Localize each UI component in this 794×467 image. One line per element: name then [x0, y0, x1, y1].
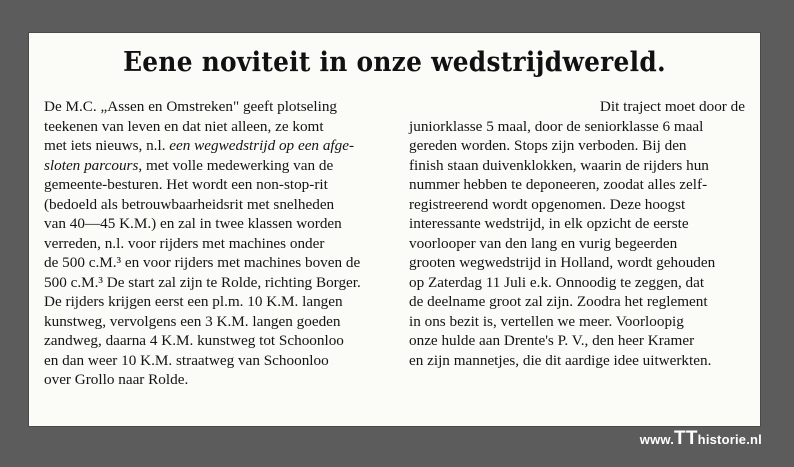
left-column-line: De M.C. „Assen en Omstreken" geeft plotseling [44, 98, 338, 115]
right-column [409, 97, 749, 370]
brand-suffix: historie.nl [697, 432, 762, 447]
right-column-line: interessante wedstrijd, in elk opzicht de eerste [409, 215, 689, 232]
watermark-brand [640, 428, 762, 450]
brand-highlight: TT [674, 428, 698, 449]
line-emphasis: een wegwedstrijd op een afge- [169, 137, 355, 154]
left-column-line: gemeente-besturen. Het wordt een non-stop-rit [44, 176, 328, 193]
line-emphasis: sloten parcours [44, 156, 139, 174]
right-column-line: gereden worden. Stops zijn verboden. Bij den [409, 137, 687, 154]
newspaper-clipping [29, 33, 760, 426]
right-column-line: onze hulde aan Drente's P. V., den heer Kramer [409, 332, 695, 349]
right-column-line: Dit traject moet door de [599, 98, 745, 115]
right-column-line: grooten wegwedstrijd in Holland, wordt gehouden [409, 254, 716, 271]
right-column-line: nummer hebben te deponeeren, zoodat alles zelf- [409, 176, 708, 193]
right-column-line: en zijn mannetjes, die dit aardige idee uitwerkten. [409, 351, 712, 369]
brand-prefix: www. [639, 432, 675, 447]
right-column-line: juniorklasse 5 maal, door de seniorklasse 6 maal [409, 117, 704, 135]
left-column-line [44, 136, 399, 156]
headline: Eene noviteit in onze wedstrijdwereld. [123, 47, 666, 78]
right-column-line: voorlooper van den lang en vurig begeerden [409, 234, 678, 252]
right-column-line: in ons bezit is, vertellen we meer. Voorloopig [409, 312, 684, 330]
left-column-line: kunstweg, vervolgens een 3 K.M. langen goeden [44, 312, 341, 330]
left-column-line: en dan weer 10 K.M. straatweg van Schoonloo [44, 351, 329, 369]
left-column-line: teekenen van leven en dat niet alleen, ze komt [44, 117, 324, 135]
right-column-line: de deelname groot zal zijn. Zoodra het reglement [409, 293, 708, 310]
left-column-line: 500 c.M.³ De start zal zijn te Rolde, richting Borger. [44, 273, 361, 291]
right-column-line: registreerend wordt opgenomen. Deze hoogst [409, 195, 686, 213]
left-column-line: van 40—45 K.M.) en zal in twee klassen worden [44, 215, 342, 232]
left-column-line: (bedoeld als betrouwbaarheidsrit met snelheden [44, 195, 335, 213]
left-column-line: De rijders krijgen eerst een pl.m. 10 K.M. langen [44, 293, 343, 310]
right-column-line: finish staan duivenklokken, waarin de rijders hun [409, 156, 709, 174]
left-column [44, 97, 399, 390]
left-column-line: zandweg, daarna 4 K.M. kunstweg tot Schoonloo [44, 332, 344, 349]
left-column-line: over Grollo naar Rolde. [44, 371, 189, 388]
left-column-line: de 500 c.M.³ en voor rijders met machines boven de [44, 254, 361, 271]
line-text: , met volle medewerking van de [138, 156, 334, 174]
left-column-line: verreden, n.l. voor rijders met machines onder [44, 234, 325, 252]
right-column-line: op Zaterdag 11 Juli e.k. Onnoodig te zeggen, dat [409, 273, 705, 291]
line-text: met iets nieuws, n.l. [44, 137, 170, 154]
left-column-line [44, 156, 399, 176]
